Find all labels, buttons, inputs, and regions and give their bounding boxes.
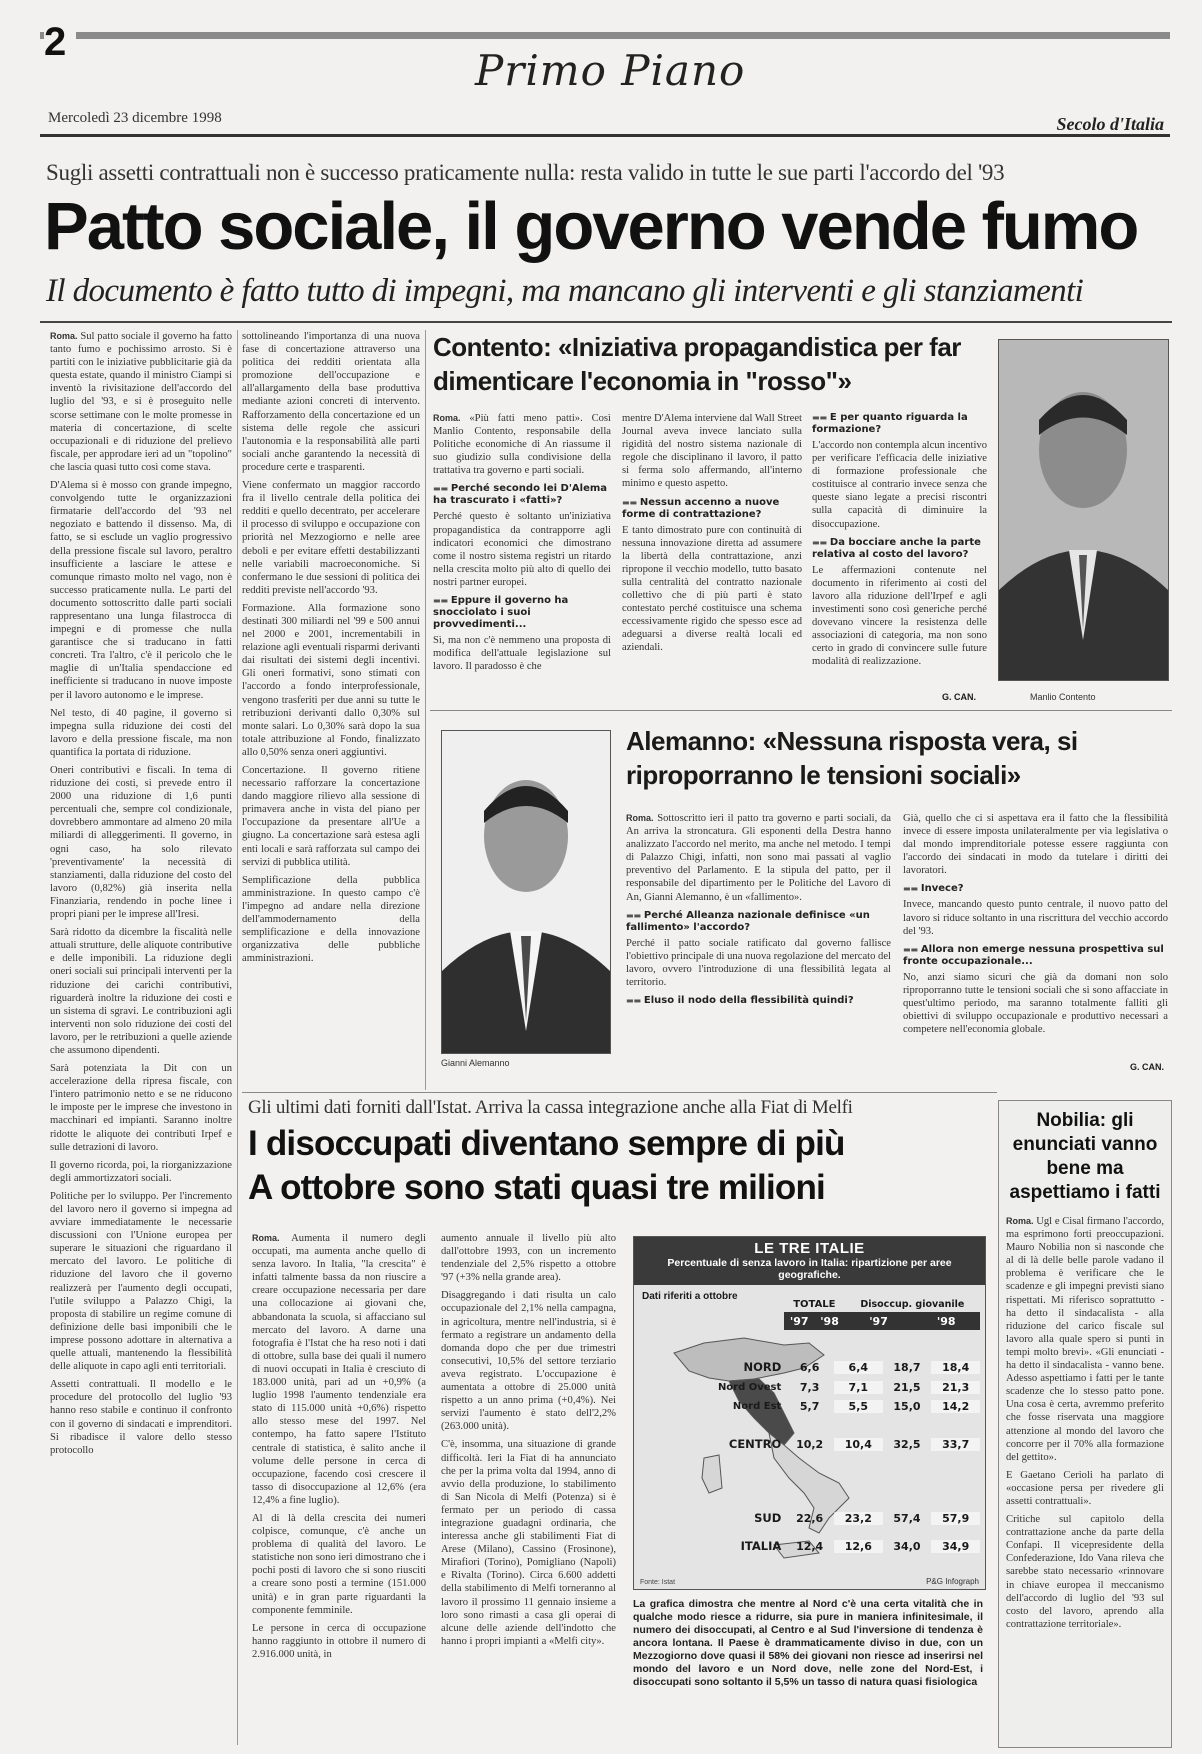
unemployment-paragraph: Le persone in cerca di occupazione hanno raggiunto in ottobre il numero di 2.916.000 unità, in — [252, 1622, 426, 1660]
chart-caption: La grafica dimostra che mentre al Nord c'è una certa vitalità che in qualche modo riesce a ridurre, sia pure in maniera infinitesimale, il numero dei disoccupati, al Centro e al Sud l'inversione di tendenza è ancora lontana. Il Paese è drammaticamente diviso in due, con un Mezzogiorno dove quasi il 58% dei giovani non riesce ad inserirsi nel mondo del lavoro e un Nord dove, nelle zone del Nord-Est, i disoccupati sono soltanto il 5,5% un tasso di natura quasi fisiologica — [633, 1598, 983, 1688]
contento-question: ▬▬ Da bocciare anche la parte relativa al costo del lavoro? — [812, 537, 987, 561]
chart-cell: 7,1 — [834, 1381, 883, 1394]
nobilia-paragraph: Ugl e Cisal firmano l'accordo, ma esprimono forti preoccupazioni. Mauro Nobilia non si nasconde che al di là delle belle parole vadano il problema è verificare che le scadenze e gli impegni previsti siano rispettati. Mi riferisco soprattutto - ha detto il sindacalista - alla riduzione del carico fiscale sul lavoro alla quale spero si punti in tempi molto brevi». «Gli enunciati - ha detto il sindacalista - vanno bene. Adesso aspettiamo i fatti per le tante scadenze che lo stesso patto pone. Una cosa è certa, avremmo preferito che fosse riservata una maggiore attenzione al mondo del lavoro che concorre per il 70% alla formazione del gettito». — [1006, 1216, 1164, 1463]
chart-cell: 57,9 — [931, 1512, 980, 1525]
chart-cell: 23,2 — [834, 1512, 883, 1525]
unemployment-column-1 — [252, 1232, 426, 1747]
chart-year: '98 — [820, 1315, 839, 1328]
lead-paragraph: sottolineando l'importanza di una nuova fase di concertazione attraverso una politica dei redditi orientata alla promozione dell'occupazione e all'allargamento della base produttiva mediante azioni concreti di intervento. Rafforzamento della concertazione ed un sistema delle regole che assicuri l'autonomia e la responsabilità alle parti sociali anche garantendo la necessità di procedure certe e trasparenti. — [242, 331, 420, 473]
chart-cell: 21,3 — [931, 1381, 980, 1394]
chart-cell: 10,4 — [834, 1438, 883, 1451]
chart-row-label: Nord Est — [732, 1400, 782, 1412]
deck-rule — [40, 321, 1172, 323]
chart-cell: 34,0 — [893, 1539, 921, 1553]
contento-dateline: Roma. — [433, 413, 461, 423]
lead-paragraph: Sarà potenziata la Dit con un accelerazione della ripresa fiscale, con l'intero patrimonio netto e se ne riducono le imposte per le imprese che investono in macchinari ed impianti. Saranno inoltre ridotte le aliquote dei contributi Irpef e sulle detrazioni di lavoro. — [50, 1063, 232, 1153]
alemanno-question: ▬▬ Allora non emerge nessuna prospettiva sul fronte occupazionale... — [903, 944, 1168, 968]
chart-row-label: NORD — [743, 1360, 782, 1374]
chart-cell: 5,5 — [834, 1400, 883, 1413]
chart-row-label: ITALIA — [740, 1539, 782, 1553]
alemanno-column-1 — [626, 812, 891, 1072]
alemanno-answer: Già, quello che ci si aspettava era il fatto che la flessibilità invece di essere imposta unilateralmente per via legislativa o dal mondo imprenditoriale potesse essere raggiunta con l'accordo dei sindacati in modo da tutelare i diritti dei lavoratori. — [903, 813, 1168, 877]
section-title: Primo Piano — [475, 46, 746, 95]
unemployment-headline-1: I disoccupati diventano sempre di più — [248, 1124, 845, 1163]
contento-question: ▬▬ Nessun accenno a nuove forme di contrattazione? — [622, 497, 802, 521]
section-rule — [430, 710, 1172, 711]
chart-row-label: SUD — [754, 1511, 782, 1525]
lead-kicker: Sugli assetti contrattuali non è successo praticamente nulla: resta valido in tutte le sue parti l'accordo del '93 — [46, 160, 1005, 185]
contento-column-3 — [812, 412, 987, 690]
alemanno-answer: Perché il patto sociale ratificato dal governo fallisce l'obiettivo principale di una nuova regolazione del mercato del lavoro, ovvero l'introduzione di una flessibilità legata al territorio. — [626, 937, 891, 988]
alemanno-question: ▬▬ Invece? — [903, 883, 1168, 895]
contento-answer: L'accordo non contempla alcun incentivo per verificare l'efficacia delle iniziative di formazione professionale che costituisce al contrario invece senza che queste siano legate a precisi riscontri sulla capacità di diminuire la disoccupazione. — [812, 440, 987, 530]
alemanno-column-2 — [903, 812, 1168, 1072]
chart-cell: 32,5 — [893, 1437, 921, 1451]
lead-paragraph: Formazione. Alla formazione sono destinati 300 miliardi nel '99 e 500 annui nel 2000 e 2001, incrementabili in relazione agli eventuali risparmi derivanti dai risultati dei sistemi degli incentivi. Gli oneri formativi, sono stimati con l'accordo a fondo interprofessionale, vengono trasferiti per due anni su tutte le retribuzioni derivanti dallo 0,30% sul monte salari. Lo 0,30% sarà dopo la sua totale attribuzione al Fondo, finalizzato allo 0,50% senza oneri aggiuntivi. — [242, 602, 420, 758]
lead-column-2 — [242, 330, 420, 1080]
alemanno-photo — [441, 730, 611, 1054]
chart-row — [674, 1397, 980, 1415]
chart-cell: 7,3 — [799, 1380, 820, 1394]
alemanno-headline: Alemanno: «Nessuna risposta vera, si riproporranno le tensioni sociali» — [626, 726, 1078, 790]
chart-group-header: Disoccup. giovanile — [845, 1297, 980, 1313]
chart-cell: 57,4 — [893, 1511, 921, 1525]
contento-photo — [998, 339, 1169, 681]
alemanno-answer: Invece, mancando questo punto centrale, il nuovo patto del lavoro si riduce soltanto in una riscrittura del vecchio accordo del '93. — [903, 899, 1168, 937]
alemanno-dateline: Roma. — [626, 813, 654, 823]
lead-paragraph: Il governo ricorda, poi, la riorganizzazione degli ammortizzatori sociali. — [50, 1159, 232, 1184]
unemployment-column-2 — [441, 1232, 616, 1747]
chart-row-label: CENTRO — [728, 1437, 782, 1451]
chart-year: '97 — [789, 1315, 809, 1328]
column-rule — [425, 330, 426, 1090]
alemanno-answer: No, anzi siamo sicuri che già da domani non solo riproporranno tutte le tensioni sociali che si sono affacciate in quest'ultimo periodo, ma saranno totalmente falliti gli obiettivi di sviluppo occupazionale e produttivo necessari a competere nell'economia globale. — [903, 971, 1168, 1036]
chart-cell: 5,7 — [799, 1399, 820, 1413]
paper-name: Secolo d'Italia — [1056, 114, 1164, 134]
chart-cell: 10,2 — [796, 1437, 824, 1451]
chart-cell: 12,4 — [796, 1539, 824, 1553]
unemployment-paragraph: aumento annuale il livello più alto dall'ottobre 1993, con un incremento tendenziale del 2,5% rispetto a ottobre '97 (+3% nella grande area). — [441, 1233, 616, 1284]
chart-row-label: Nord Ovest — [717, 1381, 782, 1393]
nobilia-headline: Nobilia: gli enunciati vanno bene ma aspettiamo i fatti — [1009, 1110, 1161, 1203]
lead-paragraph: Concertazione. Il governo ritiene necessario rafforzare la concertazione dando maggiore rilievo alla sessione di primavera anche in vista del piano per l'occupazione da presentare all'Ue a giugno. La concertazione sarà estesa agli enti locali e sarà rafforzata sul campo dei servizi di pubblica utilità. — [242, 765, 420, 868]
alemanno-paragraph: Sottoscritto ieri il patto tra governo e parti sociali, da An arriva la stroncatura. Gli esponenti della Destra hanno analizzato l'accordo nel merito, ma anche nel metodo. I tempi di Palazzo Chigi, infatti, non sono mai passati al vaglio preventivo del Parlamento. E la stipula del patto, per il responsabile del dipartimento per le Politiche del Lavoro di An, Gianni Alemanno, è un «fallimento». — [626, 813, 891, 903]
chart-row — [674, 1509, 980, 1527]
chart-cell: 6,4 — [834, 1361, 883, 1374]
chart-year: '98 — [936, 1315, 956, 1328]
lead-paragraph: Sarà ridotto da dicembre la fiscalità nelle attuali strutture, delle aliquote contributive e delle imponibili. La riduzione degli oneri sociali sui principali interventi per la riduzione dei carichi contributivi, riguarderà inoltre la riduzione dei costi e un sistema di sgravi. Le contribuzioni agli interventi non solo riduzione dei costi del lavoro, per le retribuzioni a quelle aziende che assumono dipendenti. — [50, 927, 232, 1056]
contento-question: ▬▬ E per quanto riguarda la formazione? — [812, 412, 987, 436]
chart-table — [784, 1297, 980, 1330]
chart-group-header: TOTALE — [784, 1297, 845, 1313]
chart-credit: P&G Infograph — [926, 1577, 979, 1586]
portrait-illustration — [442, 731, 610, 1053]
unemployment-dateline: Roma. — [252, 1233, 280, 1243]
chart-row — [674, 1435, 980, 1453]
contento-answer: Le affermazioni contenute nel documento in riferimento ai costi del lavoro alla riduzione dell'Irpef e agli investimenti sono così generiche perché dovevano vincere la resistenza delle associazioni di categoria, ma non sono certo in grado di convincere sulle future modalità di realizzazione. — [812, 564, 987, 668]
chart-cell: 18,7 — [893, 1360, 921, 1374]
column-rule — [237, 330, 238, 1745]
chart-year: '97 — [869, 1315, 888, 1328]
map-sardinia — [702, 1455, 722, 1493]
lead-paragraph: Politiche per lo sviluppo. Per l'incremento del lavoro nero il governo si impegna ad avviare immediatamente le necessarie discussioni con l'Unione europea per superare le situazioni che riguardano il mercato del lavoro. Le politiche di riduzione del lavoro che il governo realizzerà per l'aumento degli occupati, l'utile sviluppo a Palazzo Chigi, la proposta di stabilire un regime comune di definizione delle basi imponibili che le imprese possono adottare in alternativa a quelle attuali, mantenendo la flessibilità delle aliquote in capo agli enti territoriali. — [50, 1190, 232, 1373]
contento-answer: Sì, ma non c'è nemmeno una proposta di modifica dell'attuale legislazione sul lavoro. Il paradosso è che — [433, 635, 611, 673]
contento-column-2 — [622, 412, 802, 702]
nobilia-dateline: Roma. — [1006, 1216, 1034, 1226]
nobilia-paragraph: Critiche sul capitolo della contrattazione anche da parte della Confapi. Il vicepresidente della Confederazione, Ido Vana rileva che sarebbe stato necessario «rinnovare in chiave europea il meccanismo dell'accordo di luglio del '93 sul costo del lavoro, aprendo alla contrattazione territoriale». — [1006, 1514, 1164, 1630]
lead-column-1 — [50, 330, 232, 1745]
chart-cell: 34,9 — [931, 1540, 980, 1553]
lead-paragraph: Sul patto sociale il governo ha fatto tanto fumo e pochissimo arrosto. Si è partiti con le iniziative pubblicitarie già da questa estate, quando il ministro Ciampi si inventò la rivisitazione dell'accordo del luglio del '93, e si è proseguito nelle scorse settimane con le molte promesse in materia di concertazione, di scelte occupazionali e di riduzione del prelievo fiscale, per approdare ieri ad un "topolino" che lascia quasi tutto così come stava. — [50, 331, 232, 473]
lead-dateline: Roma. — [50, 331, 78, 341]
contento-paragraph: mentre D'Alema interviene dal Wall Street Journal aveva invece lanciato sulla rigidità del nostro sistema nazionale di regole che disciplinano il lavoro, il patto si ferma solo affermando, all'interno minimo e questo aspetto. — [622, 413, 802, 490]
lead-headline: Patto sociale, il governo vende fumo — [44, 189, 1138, 264]
unemployment-headline-2: A ottobre sono stati quasi tre milioni — [248, 1168, 825, 1207]
masthead-top-rule — [40, 32, 1170, 39]
page-number: 2 — [44, 22, 76, 62]
chart-note: Dati riferiti a ottobre — [642, 1291, 738, 1302]
contento-paragraph: «Più fatti meno patti». Così Manlio Contento, responsabile della Politiche economiche di An riassume il suo giudizio sulla condivisione della trattativa tra governo e parti sociali. — [433, 413, 611, 477]
masthead-date: Mercoledì 23 dicembre 1998 — [48, 110, 222, 126]
contento-answer: E tanto dimostrato pure con continuità di nessuna innovazione diretta ad assumere la libertà della contrattazione, anzi ripropone il vecchio modello, tutto basato sulla centralità del contratto nazionale collettivo che di più parti è stato contestato perché costituisce una schema eccessivamente rigido che spesso esce ad adeguarsi a diverse realtà locali ed aziendali. — [622, 524, 802, 654]
unemployment-paragraph: Al di là della crescita dei numeri colpisce, comunque, c'è anche un problema di qualità del lavoro. Le statistiche non sono ieri dimostrano che i pochi posti di lavoro che si sono riusciti a creare sono posti a termine (151.000 unità) e in gran parte riguardanti la componente femminile. — [252, 1512, 426, 1616]
unemployment-paragraph: Disaggregando i dati risulta un calo occupazionale del 2,1% nella campagna, in agricoltura, mentre nell'industria, si è fermato a registrare un andamento della domanda dopo che per due trimestri consecutivi, 10,5% del settore terziario aveva registrato. L'occupazione è aumentata a ottobre di 25.000 unità rispetto a un anno prima (+0,4%). Nei servizi l'aumento è stato dell'2,2% (263.000 unità). — [441, 1290, 616, 1433]
alemanno-question: ▬▬ Perché Alleanza nazionale definisce «un fallimento» l'accordo? — [626, 910, 891, 934]
chart-subtitle: Percentuale di senza lavoro in Italia: ripartizione per aree geografiche. — [667, 1257, 952, 1281]
chart-cell: 6,6 — [799, 1360, 820, 1374]
contento-answer: Perché questo è soltanto un'iniziativa propagandistica da contrapporre agli indicatori economici che dimostrano come il nostro sistema registri un ritardo nella crescita molto più alto di quello dei nostri partner europei. — [433, 511, 611, 588]
contento-photo-caption: Manlio Contento — [1030, 692, 1096, 702]
contento-question: ▬▬ Perché secondo lei D'Alema ha trascurato i «fatti»? — [433, 483, 611, 507]
unemployment-paragraph: C'è, insomma, una situazione di grande difficoltà. Ieri la Fiat di ha annunciato che per la prima volta dal 1994, anno di avvio della produzione, lo stabilimento di San Nicola di Melfi (Potenza) si è fermato per un periodo di cassa integrazione guadagni ordinaria, che interessa anche gli stabilimenti Fiat di Arese (Milano), Cassino (Frosinone), Mirafiori (Torino), Pomigliano (Napoli) e Rivalta (Torino). Circa 6.600 addetti della stabilimento di Melfi torneranno al lavoro il prossimo 11 gennaio insieme a loro sono rimasti a casa gli operai di alcune delle aziende dell'indotto che hanno i propri impianti a «Melfi city». — [441, 1439, 616, 1647]
chart-cell: 18,4 — [931, 1361, 980, 1374]
lead-paragraph: Oneri contributivi e fiscali. In tema di riduzione dei costi, si prevede entro il 2000 una riduzione di 1,6 punti percentuali che, sempre col condizionale, dovrebbero ammontare ad almeno 20 mila miliardi di alleggerimenti. Il governo, in ogni caso, ha solo rilevato 'preventivamente' la necessità di stanziamenti, dalla riduzione del costo del lavoro (0,82%) già inserita nella Finanziaria, rendendo in poche linee i propri piani per le imprese all'Iresi. — [50, 765, 232, 921]
chart-cell: 12,6 — [834, 1540, 883, 1553]
lead-paragraph: Nel testo, di 40 pagine, il governo si impegna sulla riduzione dei costi del lavoro e della pressione fiscale, ma non quantifica la portata di riduzione. — [50, 707, 232, 758]
alemanno-signature: G. CAN. — [1130, 1062, 1165, 1072]
chart-header — [634, 1237, 985, 1285]
contento-headline: Contento: «Iniziativa propagandistica per far dimenticare l'economia in "rosso"» — [433, 332, 961, 396]
nobilia-paragraph: E Gaetano Cerioli ha parlato di «occasione persa per rivedere gli assetti contrattuali». — [1006, 1469, 1164, 1507]
chart-source: Fonte: Istat — [640, 1579, 676, 1586]
alemanno-photo-caption: Gianni Alemanno — [441, 1058, 510, 1068]
chart-cell: 15,0 — [893, 1399, 921, 1413]
chart-cell: 22,6 — [796, 1511, 824, 1525]
lead-deck: Il documento è fatto tutto di impegni, ma mancano gli interventi e gli stanziamenti — [46, 273, 1084, 309]
alemanno-question: ▬▬ Eluso il nodo della flessibilità quindi? — [626, 995, 891, 1007]
chart-title: LE TRE ITALIE — [754, 1240, 865, 1257]
unemployment-kicker: Gli ultimi dati forniti dall'Istat. Arriva la cassa integrazione anche alla Fiat di Melfi — [248, 1097, 853, 1118]
contento-signature: G. CAN. — [942, 692, 977, 702]
portrait-illustration — [999, 340, 1168, 680]
masthead-bottom-rule — [40, 134, 1170, 137]
chart-infographic — [633, 1236, 986, 1590]
contento-question: ▬▬ Eppure il governo ha snocciolato i suoi provvedimenti... — [433, 595, 611, 631]
lead-paragraph: Viene confermato un maggior raccordo fra il livello centrale della politica dei redditi e quello decentrato, per accelerare il processo di sviluppo e occupazione con priorità nel Mezzogiorno e nelle aree deboli e per evitare effetti destabilizzanti nelle variabili macroeconomiche. Si confermano le due sessioni di politica dei redditi previste nell'accordo '93. — [242, 480, 420, 596]
chart-cell: 14,2 — [931, 1400, 980, 1413]
chart-row — [674, 1537, 980, 1555]
chart-row — [674, 1378, 980, 1396]
nobilia-box — [998, 1100, 1172, 1748]
lead-paragraph: D'Alema si è mosso con grande impegno, convolgendo tutte le organizzazioni firmatarie dell'accordo del '93 nel negoziato e battendo il dissenso. Ma, di fatto, se si esclude un vaglio progressivo della pressione fiscale sul lavoro, peraltro insufficiente a lasciare le attese e comunque rimasto molto nel vago, non è successo praticamente nulla. Le parti del documento sottoscritto dalle parti sociali rappresentano una lunga filastrocca di impegni e di promesse che nulla garantisce che si traducano in fatti concreti. Tra l'altro, c'è il pericolo che le maglie di un'Italia spendaccione ed inefficiente si traducano in nuove imposte per il lavoro autonomo e le imprese. — [50, 480, 232, 701]
contento-column-1 — [433, 412, 611, 702]
chart-cell: 33,7 — [931, 1438, 980, 1451]
section-rule — [242, 1092, 997, 1093]
lead-paragraph: Semplificazione della pubblica amministrazione. In questo campo c'è l'impegno ad andare nella direzione dell'ammodernamento della semplificazione e della innovazione organizzativa delle pubbliche amministrazioni. — [242, 874, 420, 965]
chart-row — [674, 1358, 980, 1376]
lead-paragraph: Assetti contrattuali. Il modello e le procedure del protocollo del luglio '93 hanno reso stabile e continuo il confronto con il governo di sindacati e imprenditori. Si ribadisce il valore dello stesso protocollo — [50, 1379, 232, 1456]
unemployment-paragraph: Aumenta il numero degli occupati, ma aumenta anche quello di senza lavoro. In Italia, "la crescita" è infatti talmente bassa da non riuscire a creare occupazione necessaria per dare una collocazione ai giovani che, abbandonata la scuola, si affacciano sul mercato del lavoro. A darne una fotografia è l'Istat che ha reso noti i dati di ottobre, sulla base dei quali il numero di nuovi occupati in Italia è cresciuto di 183.000 unità, pari ad un +0,9% (a luglio 1998 l'aumento tendenziale era stato di 115.000 unità +0,6%) rispetto allo stesso mese del 1997. Nel contempo, ha fatto sapere l'Istituto centrale di statistica, è salito anche il volume delle persone in cerca di occupazione, facendo così crescere il tasso di disoccupazione al 12,6% (era 12,4% a fine luglio). — [252, 1233, 426, 1506]
chart-cell: 21,5 — [893, 1380, 921, 1394]
